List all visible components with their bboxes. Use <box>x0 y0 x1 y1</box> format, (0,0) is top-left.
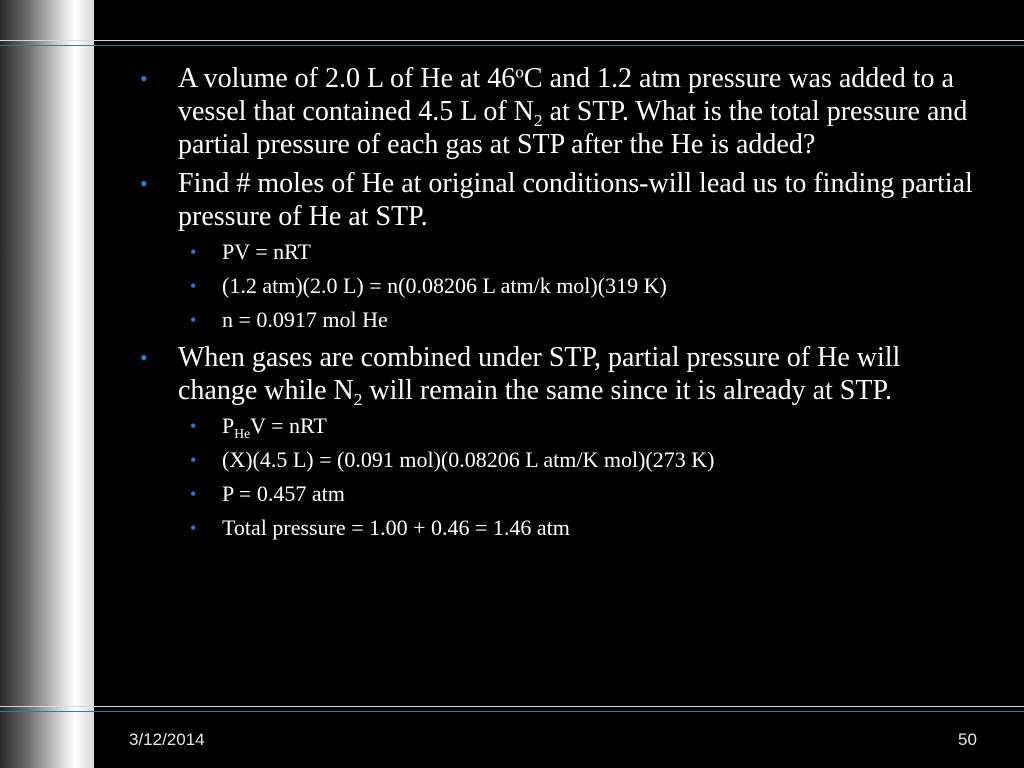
he-subscript: He <box>234 425 251 441</box>
gases-text-part2: will remain the same since it is already at STP. <box>362 375 892 406</box>
bullet-gases-combined <box>136 341 976 410</box>
sub-bullet-icon: • <box>190 310 197 330</box>
sub-bullet-icon: • <box>190 518 197 538</box>
problem-text-part2: C and 1.2 atm pressure was added to a vessel that contained 4.5 L of N <box>178 63 954 127</box>
sub-bullet-equation <box>136 481 976 507</box>
sub-bullet-equation <box>136 239 976 265</box>
find-moles-steps <box>136 239 976 333</box>
sub-bullet-text: P = 0.457 atm <box>222 481 345 506</box>
n2-subscript: 2 <box>353 390 363 410</box>
sub-bullet-icon: • <box>190 484 197 504</box>
degree-superscript: o <box>515 62 524 82</box>
sub-bullet-text: (X)(4.5 L) = (0.091 mol)(0.08206 L atm/K mol)(273 K) <box>222 447 715 472</box>
sub-bullet-text: Total pressure = 1.00 + 0.46 = 1.46 atm <box>222 515 570 540</box>
eq-p: P <box>222 413 235 438</box>
bottom-rule-light <box>0 706 1024 707</box>
bullet-icon: • <box>140 171 148 196</box>
find-moles-text: Find # moles of He at original conditions-will lead us to finding partial pressure of He at STP. <box>178 168 973 232</box>
gases-text-part1: When gases are combined under STP, partial pressure of He will change while N <box>178 342 901 406</box>
problem-text-part1: A volume of 2.0 L of He at 46 <box>178 63 516 94</box>
bullet-icon: • <box>140 66 148 91</box>
bullet-find-moles <box>136 167 976 233</box>
sub-bullet-icon: • <box>190 276 197 296</box>
sub-bullet-text: (1.2 atm)(2.0 L) = n(0.08206 L atm/k mol)(319 K) <box>222 273 667 298</box>
slide-content <box>136 62 976 549</box>
sub-bullet-equation <box>136 413 976 439</box>
sub-bullet-equation <box>136 273 976 299</box>
partial-pressure-steps <box>136 413 976 541</box>
top-rule-teal <box>0 45 1024 46</box>
bullet-problem-statement <box>136 62 976 161</box>
top-rule-light <box>0 40 1024 41</box>
sub-bullet-text: n = 0.0917 mol He <box>222 307 388 332</box>
side-gradient-band <box>0 0 94 768</box>
bullet-icon: • <box>140 345 148 370</box>
sub-bullet-equation <box>136 307 976 333</box>
sub-bullet-equation <box>136 515 976 541</box>
sub-bullet-text: PV = nRT <box>222 239 311 264</box>
sub-bullet-icon: • <box>190 242 197 262</box>
problem-text-part3: at STP. What is the total pressure and partial pressure of each gas at STP after the He is added? <box>178 96 968 160</box>
sub-bullet-equation <box>136 447 976 473</box>
sub-bullet-icon: • <box>190 416 197 436</box>
sub-bullet-icon: • <box>190 450 197 470</box>
n2-subscript: 2 <box>533 111 543 131</box>
eq-rest: V = nRT <box>250 413 327 438</box>
footer-date: 3/12/2014 <box>129 730 205 749</box>
slide-number: 50 <box>958 730 977 749</box>
bottom-rule-teal <box>0 711 1024 712</box>
